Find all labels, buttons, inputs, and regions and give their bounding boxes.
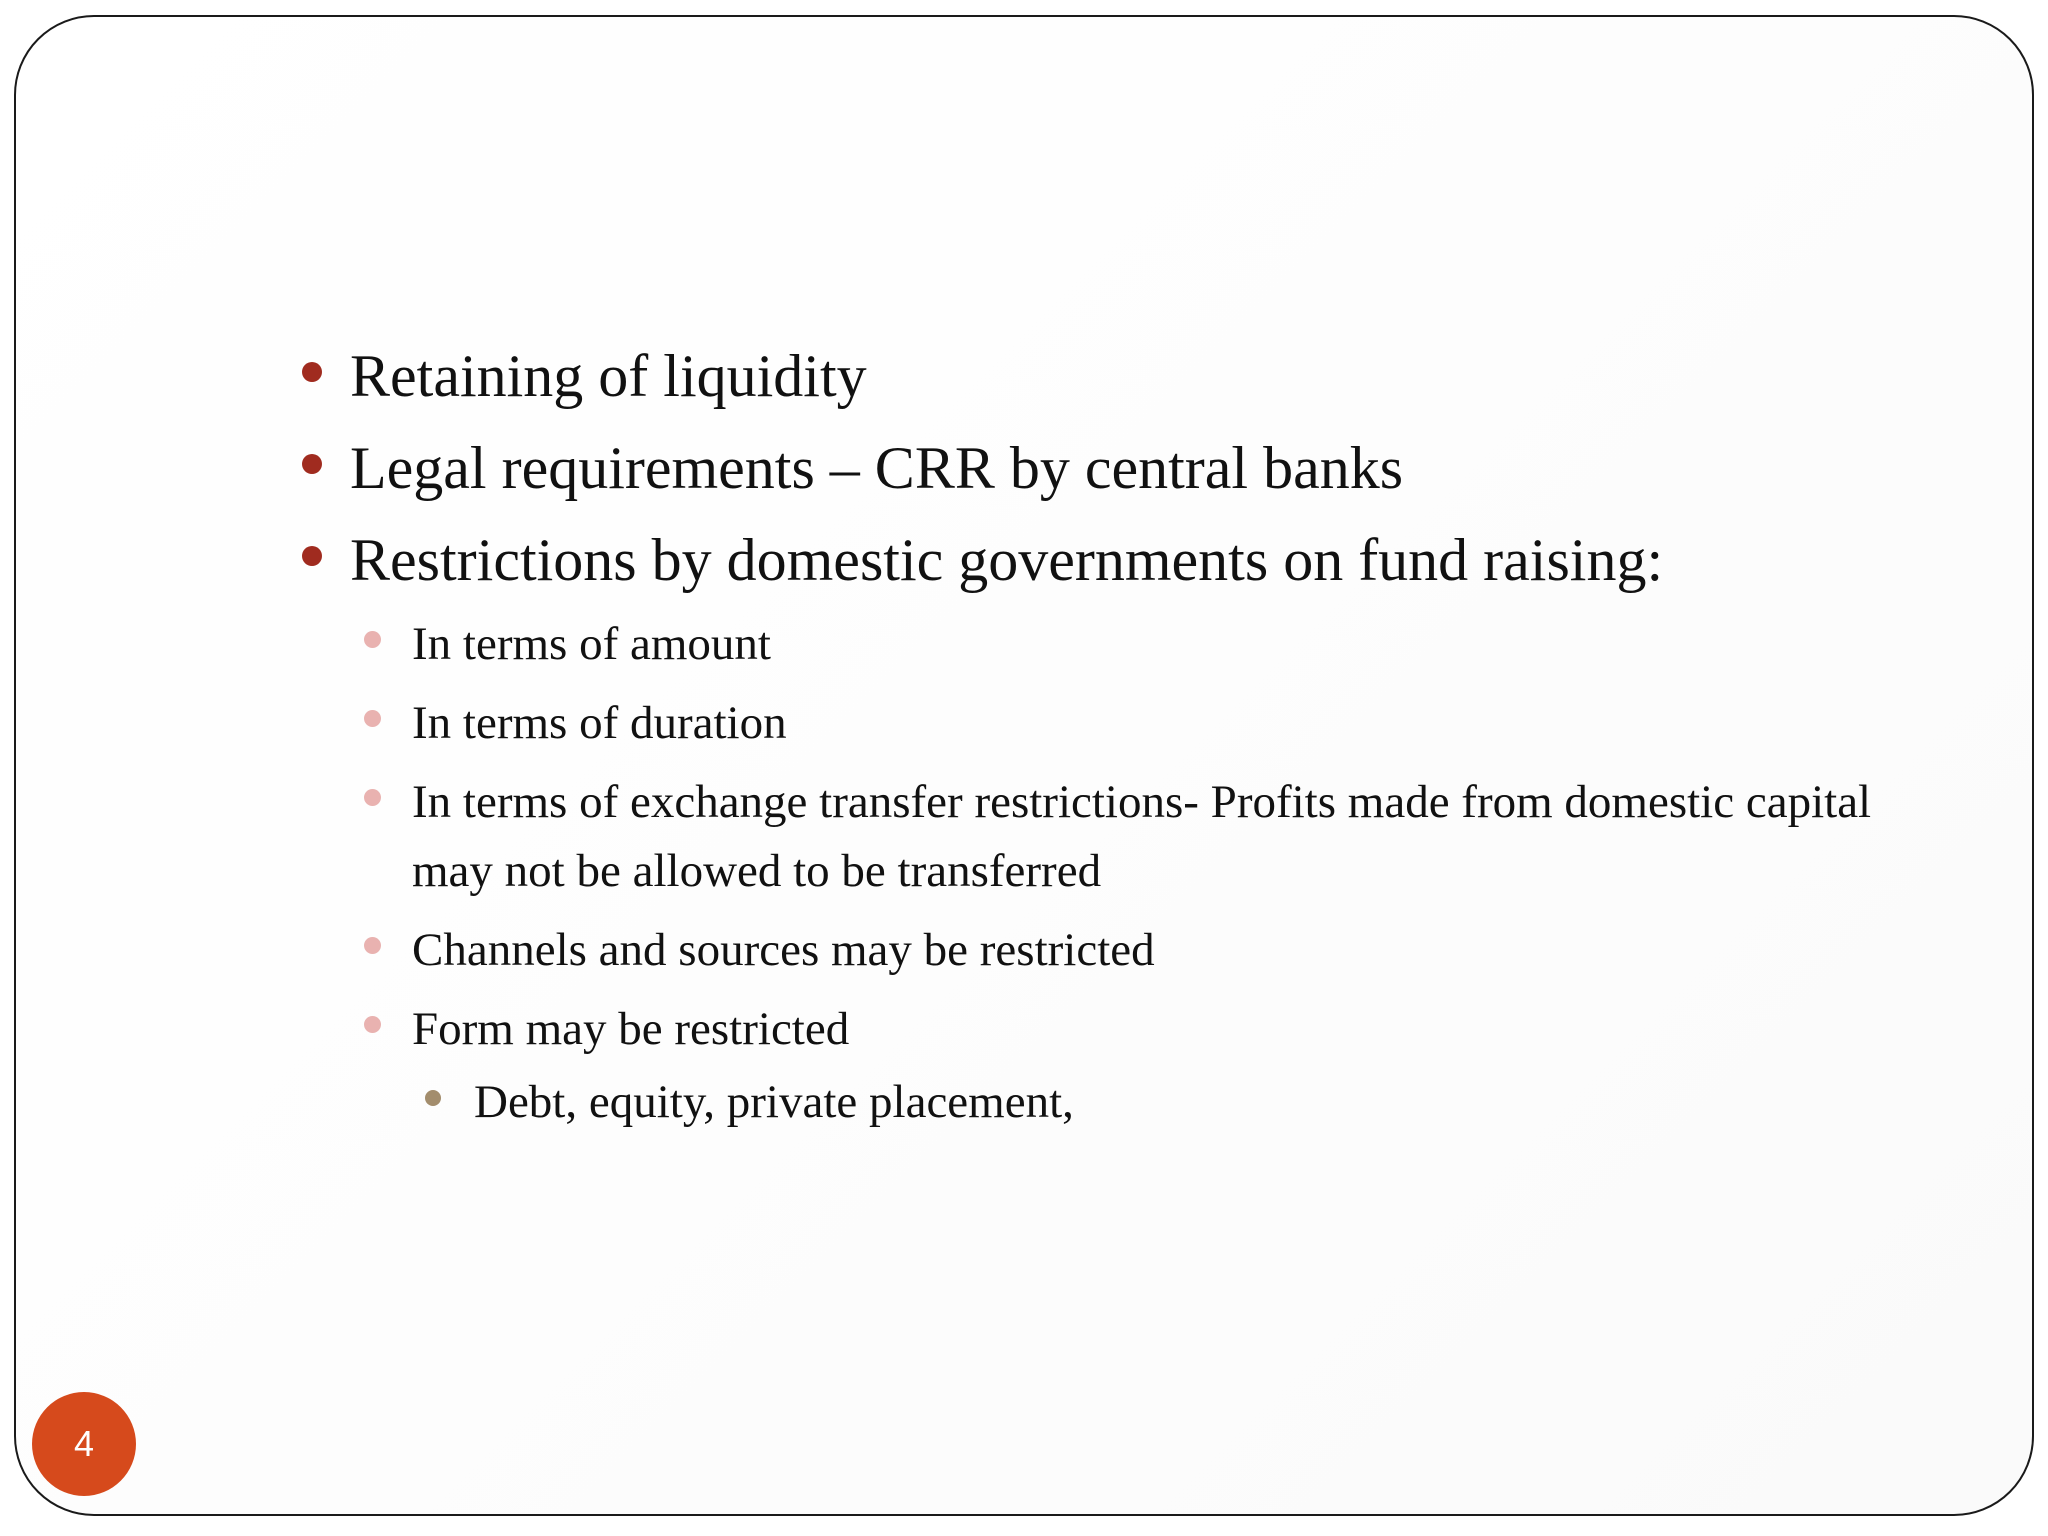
- sub-bullet-text: In terms of exchange transfer restrictions- Profits made from domestic capital may not be allowed to be transferred: [412, 776, 1872, 897]
- slide-content: [290, 340, 1910, 1137]
- sub-bullet-item: [350, 689, 1910, 758]
- sub-bullet-item: [350, 995, 1910, 1064]
- bullet-text: Legal requirements – CRR by central banks: [350, 435, 1404, 501]
- bullet-item: [290, 432, 1910, 504]
- sub-sub-bullet-text: Debt, equity, private placement,: [474, 1076, 1074, 1128]
- sub-bullet-text: In terms of duration: [412, 697, 787, 749]
- bullet-list: [290, 340, 1910, 596]
- sub-sub-bullet-container: [350, 1068, 1910, 1137]
- sub-bullet-text: Channels and sources may be restricted: [412, 924, 1155, 976]
- sub-bullet-dot-icon: [364, 1016, 381, 1033]
- sub-bullet-dot-icon: [364, 937, 381, 954]
- sub-bullet-list: [350, 610, 1910, 1064]
- bullet-dot-icon: [302, 454, 322, 474]
- bullet-dot-icon: [302, 362, 322, 382]
- sub-sub-bullet-list: [412, 1068, 1910, 1137]
- bullet-text: Retaining of liquidity: [350, 343, 867, 409]
- bullet-text: Restrictions by domestic governments on fund raising:: [350, 527, 1664, 593]
- bullet-item: [290, 340, 1910, 412]
- sub-bullet-item: [350, 768, 1910, 906]
- sub-bullet-dot-icon: [364, 710, 381, 727]
- sub-bullet-item: [350, 610, 1910, 679]
- bullet-dot-icon: [302, 546, 322, 566]
- sub-bullet-item: [350, 916, 1910, 985]
- sub-bullet-dot-icon: [364, 631, 381, 648]
- sub-sub-bullet-item: [412, 1068, 1910, 1137]
- sub-sub-bullet-wrapper: [350, 1068, 1910, 1137]
- page-number-badge: 4: [32, 1392, 136, 1496]
- sub-bullet-dot-icon: [364, 789, 381, 806]
- sub-bullet-text: Form may be restricted: [412, 1003, 850, 1055]
- bullet-item: [290, 524, 1910, 596]
- sub-sub-bullet-dot-icon: [425, 1090, 441, 1106]
- sub-bullet-text: In terms of amount: [412, 618, 771, 670]
